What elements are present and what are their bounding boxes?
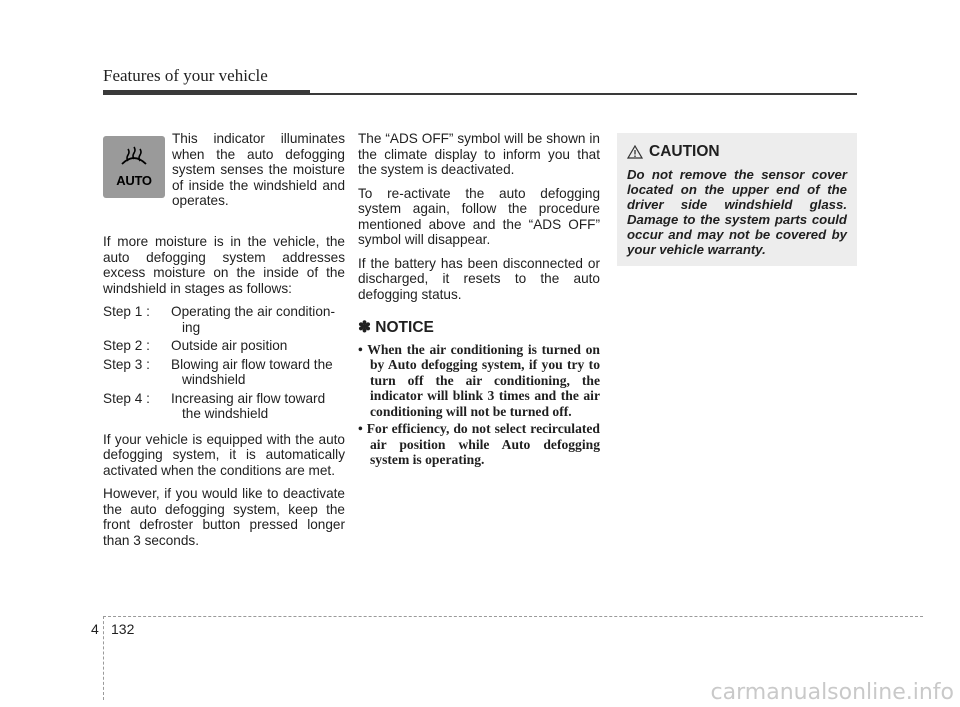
intro-paragraph: If more moisture is in the vehicle, the auto defogging system addresses excess moisture on the inside of the windshield in stages as follows: — [103, 234, 345, 296]
auto-defog-indicator — [103, 136, 165, 198]
step-text: Increasing air flow toward the windshield — [171, 390, 326, 421]
step-item — [103, 357, 345, 388]
indicator-description: This indicator illuminates when the auto defogging system senses the moisture of inside the windshield and operates. — [172, 131, 345, 208]
step-label: Step 3 : — [103, 356, 150, 372]
step-label: Step 4 : — [103, 390, 150, 406]
caution-title: CAUTION — [649, 143, 720, 160]
step-item — [103, 304, 345, 335]
equipped-paragraph: If your vehicle is equipped with the auto defogging system, it is automatically activated when the conditions are met. — [103, 431, 345, 478]
footer-vertical-divider — [103, 616, 104, 700]
notice-title: ✽ NOTICE — [358, 319, 434, 336]
chapter-number: 4 — [91, 621, 99, 637]
auto-badge-label: AUTO — [116, 173, 152, 188]
left-column — [103, 234, 345, 556]
right-column — [358, 131, 600, 470]
step-label: Step 1 : — [103, 304, 150, 319]
step-list — [103, 304, 345, 422]
warning-triangle-icon — [627, 145, 643, 159]
caution-header — [627, 143, 847, 161]
step-text: Operating the air condition- ing — [171, 304, 335, 335]
page-header-title: Features of your vehicle — [103, 66, 268, 85]
caution-box — [617, 133, 857, 266]
step-text: Outside air position — [171, 338, 288, 353]
battery-paragraph: If the battery has been disconnected or discharged, it resets to the auto defogging status. — [358, 255, 600, 302]
notice-item: • For efficiency, do not select recirculated air position while Auto defogging system is operating. — [358, 421, 600, 467]
deactivate-paragraph: However, if you would like to deactivate the auto defogging system, keep the front defroster button pressed longer than 3 seconds. — [103, 486, 345, 548]
reactivate-paragraph: To re-activate the auto defogging system again, follow the procedure mentioned above and the “ADS OFF” symbol will disappear. — [358, 185, 600, 247]
header-rule-thick — [103, 90, 310, 95]
notice-item: • When the air conditioning is turned on by Auto defogging system, if you try to turn off the air conditioning, the indicator will blink 3 times and the air conditioning will not be turned off. — [358, 341, 600, 419]
header-rule-thin — [310, 93, 857, 95]
ads-off-paragraph: The “ADS OFF” symbol will be shown in the climate display to inform you that the system is deactivated. — [358, 131, 600, 177]
caution-text: Do not remove the sensor cover located on the upper end of the driver side windshield glass. Damage to the system parts could occur and may not be covered by your vehicle warranty. — [627, 167, 847, 257]
step-label: Step 2 : — [103, 338, 150, 353]
step-item — [103, 338, 345, 354]
notice-list — [358, 342, 600, 468]
watermark: carmanualsonline.info — [710, 680, 954, 705]
step-text: Blowing air flow toward the windshield — [171, 356, 333, 387]
page-number: 132 — [111, 621, 135, 637]
step-item — [103, 391, 345, 422]
footer-divider — [103, 616, 923, 617]
defog-icon — [119, 146, 149, 172]
